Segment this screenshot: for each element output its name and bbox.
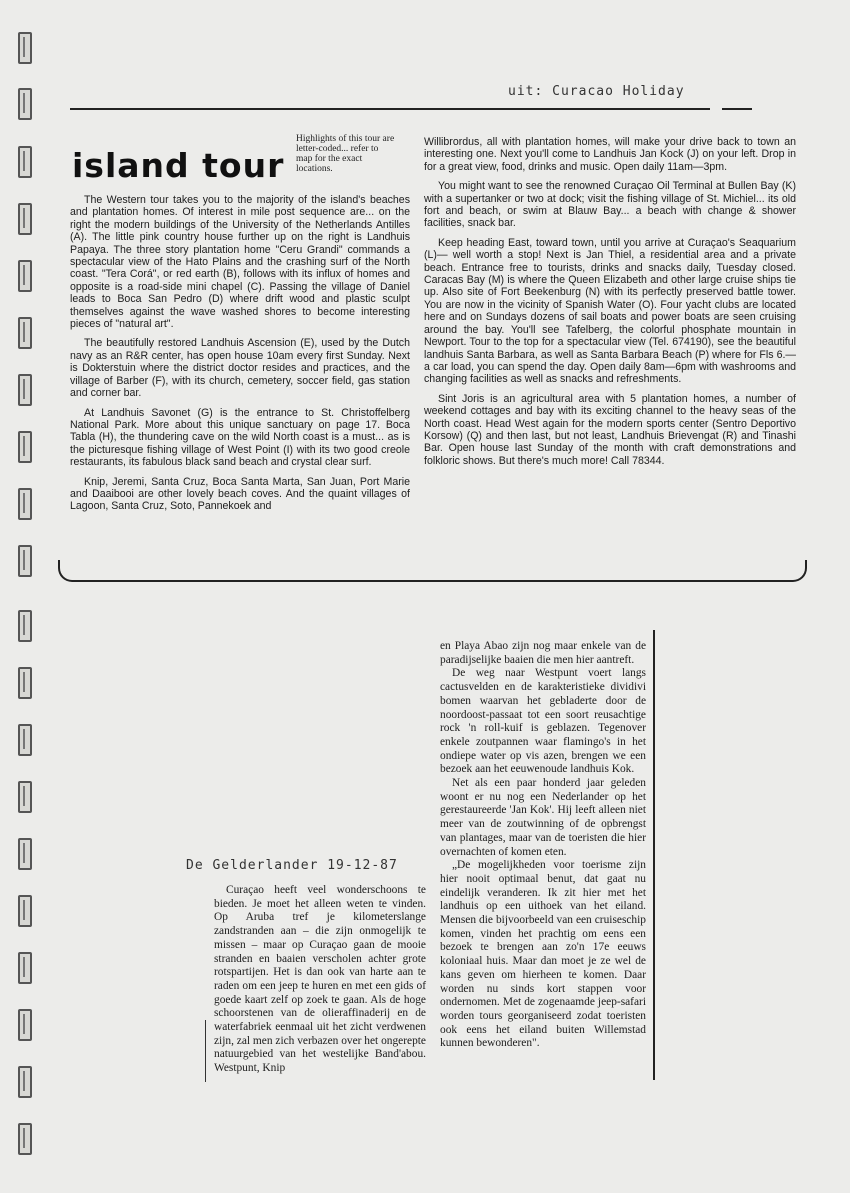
binder-ring [18,1009,32,1041]
article-paragraph: Knip, Jeremi, Santa Cruz, Boca Santa Marta, San Juan, Port Marie and Daaibooi are other lovely beach coves. And the quaint villages of Lagoon, Santa Cruz, Soto, Pannekoek and [70,475,410,513]
newspaper-column-left [214,884,426,1076]
binder-ring [18,203,32,235]
newspaper-paragraph: Curaçao heeft veel wonderschoons te bieden. Je moet het alleen weten te vinden. Op Aruba tref je kilometerslange zandstranden aan – die zijn onmogelijk te missen – maar op Curaçao gaan de mooie stranden en baaien verscholen achter grote rotspartijen. Het is dan ook van harte aan te raden om een jeep te huren en met een gids of goede kaart zelf op zoek te gaan. Als de hoge schoorstenen van de olieraffinaderij en de waterfabriek eenmaal uit het zicht verdwenen zijn, zal men zich verbazen over het ongerepte natuurgebied van het westelijke Band'abou. Westpunt, Knip [214,884,426,1075]
newspaper-paragraph: De weg naar Westpunt voert langs cactusvelden en de karakteristieke dividivi bomen waarvan het gebladerte door de noordoost-passaat tot een soort reusachtige rock 'n roll-kuif is geblazen. Tegenover enkele zoutpannen waar flamingo's in het ondiepe water op vis azen, brengen we een bezoek aan het eeuwenoude landhuis Kok. [440,667,646,776]
column-rule [653,630,655,1080]
binder-ring [18,88,32,120]
article-paragraph: Willibrordus, all with plantation homes, will make your drive back to town an interesting one. Next you'll come to Landhuis Jan Kock (J) on your left. Drop in for a great view, food, drinks and music. Open daily 11am—3pm. [424,136,796,173]
clipping-border [58,560,807,582]
newspaper-source-label: De Gelderlander 19-12-87 [186,858,398,873]
binder-ring [18,952,32,984]
binder-rings [12,0,42,1193]
binder-ring [18,488,32,520]
article-paragraph: The Western tour takes you to the majority of the island's beaches and plantation homes. Of interest in mile post sequence are... on the right the modern buildings of the University of the Netherlands Antilles (A). The little pink country house further up on the right is Landhuis Papaya. The three story plantation home "Ceru Grandi" commands a spectacular view of the Hato Plains and the crashing surf of the North coast. "Tera Corá", or red earth (B), follows with its influx of homes and opposite is a road-side mini chapel (C). Passing the village of Daniel leads to Boca San Pedro (D) where drift wood and plastic sculpt themselves against the wave washed shores to become interesting pieces of "natural art". [70,194,410,331]
binder-ring [18,667,32,699]
binder-ring [18,1123,32,1155]
binder-ring [18,32,32,64]
article-column-left [70,194,410,520]
newspaper-paragraph: Net als een paar honderd jaar geleden woont er nu nog een Nederlander op het gerestaureerde 'Jan Kok'. Hij leeft alleen niet meer van de zoutwinning of de opbrengst van plantages, maar van de toeristen die hier overnachten of komen eten. [440,777,646,858]
article-paragraph: The beautifully restored Landhuis Ascension (E), used by the Dutch navy as an R&R center, has open house 10am every first Sunday. Next is Dokterstuin where the district doctor resides and practices, and the village of Barber (F), with its church, cemetery, soccer field, gas station and corner bar. [70,337,410,400]
binder-ring [18,838,32,870]
header-rule [70,108,710,110]
article-paragraph: At Landhuis Savonet (G) is the entrance to St. Christoffelberg National Park. More about this unique sanctuary on page 17. Boca Tabla (H), the thundering cave on the wild North coast is a must... as is the picturesque fishing village of West Point (I) with its two good creole restaurants, its fabulous black sand beach and crystal clear surf. [70,406,410,469]
binder-ring [18,431,32,463]
binder-ring [18,317,32,349]
binder-ring [18,260,32,292]
column-rule [205,1020,206,1082]
article-paragraph: Sint Joris is an agricultural area with 5 plantation homes, a number of weekend cottages and bay with its exciting channel to the heavy seas of the North coast. Head West again for the modern sports center (Sentro Deportivo Korsow) (Q) and then last, but not least, Landhuis Brievengat (R) and Tinashi Bar. Open house last Sunday of the month with craft demonstrations and folkloric shows. But there's much more! Call 78344. [424,392,796,467]
newspaper-column-right [440,640,646,1051]
article-paragraph: Keep heading East, toward town, until you arrive at Curaçao's Seaquarium (L)— well worth a stop! Next is Jan Thiel, a residential area and a private beach. Entrance free to tourists, drinks and snacks daily, Tuesday closed. Caracas Bay (M) is where the Queen Elizabeth and other large cruise ships tie up. Also site of Fort Beekenburg (N) with its perfectly preserved battle tower. You are now in the vicinity of Spanish Water (O). Four yacht clubs are located here and on Sundays dozens of sail boats and power boats are seen cruising around the bay. You'll see Tafelberg, the colorful phosphate mountain in Newport. Tour to the top for a spectacular view (Tel. 674190), see the beautiful landhuis Santa Barbara, as well as Santa Barbara Beach (P) where for Fls 6.— a car load, you can spend the day. Open daily 8am—6pm with washrooms and changing facilities as well as snacks and refreshments. [424,236,796,386]
article-paragraph: You might want to see the renowned Curaçao Oil Terminal at Bullen Bay (K) with a supertanker or two at dock; visit the fishing village of St. Michiel... its old fort and beach, or swim at Blauw Bay... a beach with change & shower facilities, snack bar. [424,180,796,230]
newspaper-paragraph: en Playa Abao zijn nog maar enkele van de paradijselijke baaien die men hier aantreft. [440,640,646,666]
binder-ring [18,545,32,577]
article-clipping [58,130,803,578]
newspaper-paragraph: „De mogelijkheden voor toerisme zijn hier nooit optimaal benut, dat gaat nu eindelijk veranderen. Ik zit hier met het landhuis op een uithoek van het eiland. Mensen die bijvoorbeeld van een cruiseschip komen, vinden het prachtig om eens een bezoek te brengen aan zo'n 17e eeuws koloniaal huis. Maar dan moet je ze wel de kans geven om hierheen te komen. Daar worden nu sinds kort stappen voor ondernomen. Met de zogenaamde jeep-safari worden tours georganiseerd zodat toeristen ook eens het eiland buiten Willemstad kunnen bewonderen". [440,859,646,1050]
article-column-right [424,136,796,474]
source-label: uit: Curacao Holiday [508,84,685,99]
highlights-note: Highlights of this tour are letter-coded... refer to map for the exact locations. [296,134,395,174]
binder-ring [18,781,32,813]
binder-ring [18,610,32,642]
header-rule-short [722,108,752,110]
binder-ring [18,1066,32,1098]
binder-ring [18,374,32,406]
binder-ring [18,146,32,178]
binder-ring [18,724,32,756]
article-title: island tour [72,146,285,185]
binder-ring [18,895,32,927]
